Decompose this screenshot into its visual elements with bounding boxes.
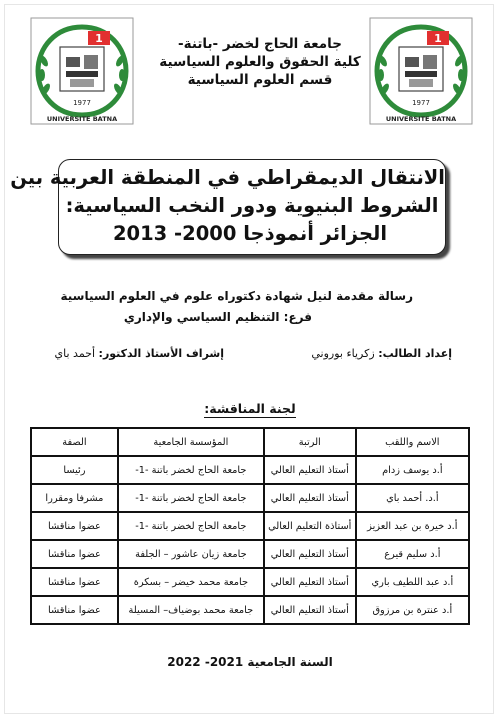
member-name: أ.د يوسف زدام [356, 456, 469, 484]
member-role: عضوا مناقشا [31, 512, 118, 540]
university-seal-icon [369, 17, 473, 125]
header-name: الاسم واللقب [356, 428, 469, 456]
member-institution: جامعة الحاج لخضر باتنة -1- [118, 456, 264, 484]
header-institution: المؤسسة الجامعية [118, 428, 264, 456]
member-role: مشرفا ومقررا [31, 484, 118, 512]
table-header-row [31, 428, 469, 456]
logo-latin-left: UNIVERSITE BATNA [46, 115, 118, 123]
member-name: أ.د سليم قيرع [356, 540, 469, 568]
logo-year-left: 1977 [73, 99, 91, 107]
member-rank: أستاذ التعليم العالي [264, 540, 356, 568]
department-name: قسم العلوم السياسية [187, 72, 333, 88]
title-line-3: الجزائر أنموذجا 2000- 2013 [112, 222, 387, 245]
supervisor-label: إشراف الأستاذ الدكتور: [98, 347, 224, 360]
university-seal-icon [30, 17, 134, 125]
member-rank: أستاذة التعليم العالي [264, 512, 356, 540]
thesis-info [60, 286, 440, 328]
thesis-title-box [10, 159, 446, 255]
committee-heading-text: لجنة المناقشة: [204, 401, 296, 416]
logo-latin-right: UNIVERSITE BATNA [385, 115, 457, 123]
member-role: عضوا مناقشا [31, 568, 118, 596]
university-name: جامعة الحاج لخضر -باتنة- [178, 36, 342, 52]
member-institution: جامعة الحاج لخضر باتنة -1- [118, 484, 264, 512]
member-institution: جامعة الحاج لخضر باتنة -1- [118, 512, 264, 540]
member-rank: أستاذ التعليم العالي [264, 456, 356, 484]
authorship-row [40, 347, 460, 365]
table-row [31, 484, 469, 512]
committee-table [30, 427, 470, 625]
header-rank: الرتبة [264, 428, 356, 456]
member-name: أ.د عنترة بن مرزوق [356, 596, 469, 624]
committee-heading [0, 401, 500, 416]
member-institution: جامعة محمد خيضر – بسكرة [118, 568, 264, 596]
member-name: أ.د عبد اللطيف باري [356, 568, 469, 596]
logo-number-right: 1 [434, 32, 442, 45]
table-row [31, 568, 469, 596]
table-row [31, 456, 469, 484]
member-rank: أستاذ التعليم العالي [264, 484, 356, 512]
institution-header [150, 35, 370, 89]
thesis-purpose: رسالة مقدمة لنيل شهادة دكتوراه علوم في العلوم السياسية [60, 289, 413, 303]
member-role: عضوا مناقشا [31, 540, 118, 568]
member-role: عضوا مناقشا [31, 596, 118, 624]
member-institution: جامعة محمد بوضياف– المسيلة [118, 596, 264, 624]
prepared-by [311, 347, 452, 360]
logo-year-right: 1977 [412, 99, 430, 107]
supervisor-name: أحمد باي [54, 347, 96, 360]
university-logo-right [369, 17, 473, 125]
title-line-1: الانتقال الديمقراطي في المنطقة العربية بين [10, 166, 445, 189]
title-line-2: الشروط البنيوية ودور النخب السياسية: [65, 194, 439, 217]
thesis-branch: فرع: التنظيم السياسي والإداري [123, 310, 312, 324]
student-name: زكرياء بوروني [311, 347, 375, 360]
university-logo-left [30, 17, 134, 125]
member-rank: أستاذ التعليم العالي [264, 596, 356, 624]
faculty-name: كلية الحقوق والعلوم السياسية [159, 54, 361, 70]
member-role: رئيسا [31, 456, 118, 484]
table-row [31, 512, 469, 540]
member-name: أ.د. أحمد باي [356, 484, 469, 512]
header-role: الصفة [31, 428, 118, 456]
table-row [31, 540, 469, 568]
logo-number-left: 1 [95, 32, 103, 45]
supervised-by [55, 347, 224, 360]
academic-year: السنة الجامعية 2021- 2022 [167, 655, 333, 669]
member-institution: جامعة زيان عاشور – الجلفة [118, 540, 264, 568]
member-name: أ.د خيرة بن عبد العزيز [356, 512, 469, 540]
member-rank: أستاذ التعليم العالي [264, 568, 356, 596]
table-row [31, 596, 469, 624]
prepared-by-label: إعداد الطالب: [378, 347, 452, 360]
